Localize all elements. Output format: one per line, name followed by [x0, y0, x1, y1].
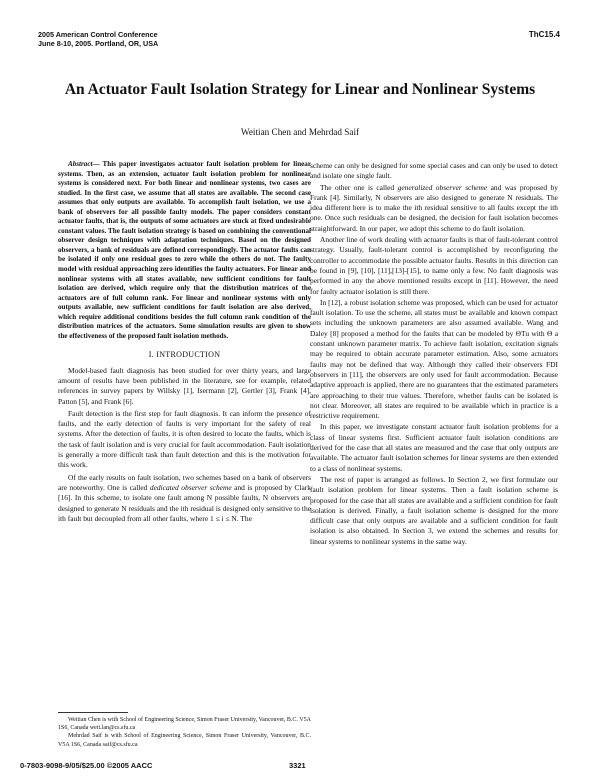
footnote-rule	[58, 712, 128, 713]
body-paragraph: In [12], a robust isolation scheme was proposed, which can be used for actuator fault isolation. To use the scheme, all states must be available and known compact sets including the unknown parameters are also assumed available. Wang and Daley [8] proposed a method for the faults that can be modeled by ΘTu with Θ a constant unknown parameter matrix. To achieve fault isolation, excitation signals may be required to obtain accurate parameter estimation. Also, some actuators faults may not be defined that way. Although they called their observers FDI observers in [11], the observers are only used for fault accommodation. Because adaptive approach is applied, there are no guarantees that the estimated parameters are approaching to their true values. Therefore, whether faults can be isolated is not clear. Moreover, all states are required to be available which in practice is a restrictive requirement.	[310, 297, 558, 421]
emphasis: dedicated observer scheme	[149, 482, 232, 492]
abstract-text: — This paper investigates actuator fault isolation problem for linear systems. Then, as an extension, actuator fault isolation problem for nonlinear systems is considered next. For both linear and nonlinear systems, two cases are studied. In the first case, we assume that all states are available. The second case assumes that only outputs are available. To accomplish fault isolation, we use a bank of observers for all possible faulty models. The paper considers constant actuator faults, that is, the outputs of some actuators are stuck at fixed undesirable constant values. The fault isolation strategy is based on combining the conventional observer design techniques with adaptation techniques. Based on the designed observers, a bank of residuals are defined correspondingly. The actuator faults can be isolated if only one residual goes to zero while the others do not. The faulty model with residual approaching zero identifies the faulty actuators. For linear and nonlinear systems with all states available, new sufficient conditions for fault isolation are derived, which require only that the distribution matrices of the actuators are of full column rank. For linear and nonlinear systems with only outputs available, new sufficient conditions for fault isolation are also derived, which require additional conditions besides the full column rank condition of the distribution matrices of the actuators. Some simulation results are given to show the effectiveness of the proposed fault isolation methods.	[58, 160, 311, 340]
conference-header	[38, 30, 158, 48]
isbn-line: 0-7803-9098-9/05/$25.00 ©2005 AACC	[20, 761, 153, 770]
body-paragraph: scheme can only be designed for some special cases and can only be used to detect and isolate one single fault.	[310, 161, 558, 181]
section-heading: I. INTRODUCTION	[148, 350, 221, 360]
left-column	[58, 160, 311, 526]
body-paragraph: In this paper, we investigate constant actuator fault isolation problems for a class of linear systems first. Sufficient actuator fault isolation conditions are derived for the case that all states are measured and the case that only outputs are available. The actuator fault isolation schemes for linear systems are then extended to a class of nonlinear systems.	[310, 422, 558, 473]
emphasis: generalized observer scheme	[397, 182, 488, 192]
right-column	[310, 161, 558, 548]
intro-paragraph: Of the early results on fault isolation, two schemes based on a bank of observers are noteworthy. One is called dedicated observer scheme and is proposed by Clark [16]. In this scheme, to isolate one fault among N possible faults, N observers are designed to generate N residuals and the ith residual is designed only sensitive to the ith fault but decoupled from all other faults, where 1 ≤ i ≤ N. The	[58, 472, 311, 523]
page-number: 3321	[289, 761, 306, 770]
intro-paragraph: Model-based fault diagnosis has been studied for over thirty years, and large amount of results have been published in the literature, see for example, related references in survey papers by Willsky [1], Isermann [2], Gertler [3], Frank [4], Patton [5], and Frank [6].	[58, 365, 311, 406]
paper-title: An Actuator Fault Isolation Strategy for Linear and Nonlinear Systems	[64, 81, 536, 98]
body-paragraph: The rest of paper is arranged as follows. In Section 2, we first formulate our fault isolation problem for linear systems. Then a fault isolation scheme is proposed for the case that all states are available and a sufficient condition for fault isolation is derived. Finally, a fault isolation scheme is designed for the more difficult case that only outputs are available and a sufficient condition for fault isolation is also obtained. In Section 3, we extend the schemes and results for linear systems to nonlinear systems in the same way.	[310, 474, 558, 546]
intro-body	[58, 366, 311, 524]
footnote: Weitian Chen is with School of Engineering Science, Simon Fraser University, Vancouver, B.C. V5A 1S6, Canada weit.lan@cs.sfu.ca	[58, 717, 311, 732]
session-code: ThC15.4	[528, 30, 560, 39]
body-paragraph: Another line of work dealing with actuator faults is that of fault-tolerant control strategy. Usually, fault-tolerant control is accomplished by reconfiguring the controller to accommodate the possible actuator faults. Results in this direction can be found in [9], [10], [11],[13]-[15], to name only a few. No fault diagnosis was performed in any the above mentioned results except in [11]. However, the need for faulty actuator isolation is still there.	[310, 235, 558, 296]
intro-paragraph: Fault detection is the first step for fault diagnosis. It can inform the presence of faults, and the early detection of faults is very important for the safety of real systems. After the detection of faults, it is often desired to locate the faults, which is the task of fault isolation and is very crucial for fault accommodation. Fault isolation is generally a more difficult task than fault detection and this is the motivation for this work.	[58, 408, 311, 470]
footnotes	[58, 716, 311, 749]
conference-name: 2005 American Control Conference	[38, 30, 158, 39]
footnote: Mehrdad Saif is with School of Engineering Science, Simon Fraser University, Vancouver, B.C. V5A 1S6, Canada saif@cs.sfu.ca	[58, 733, 311, 748]
body-paragraph: The other one is called generalized observer scheme and was proposed by Frank [4]. Similarly, N observers are also designed to generate N residuals. The idea different here is to make the ith residual sensitive to all faults except the ith one. Once such residuals can be designed, the decision for fault isolation becomes straightforward. In our paper, we adopt this scheme to do fault isolation.	[310, 182, 558, 233]
abstract	[58, 160, 311, 341]
conference-dates: June 8-10, 2005. Portland, OR, USA	[38, 39, 159, 48]
paper-authors: Weitian Chen and Mehrdad Saif	[240, 127, 360, 137]
abstract-lead: Abstract	[68, 160, 93, 168]
